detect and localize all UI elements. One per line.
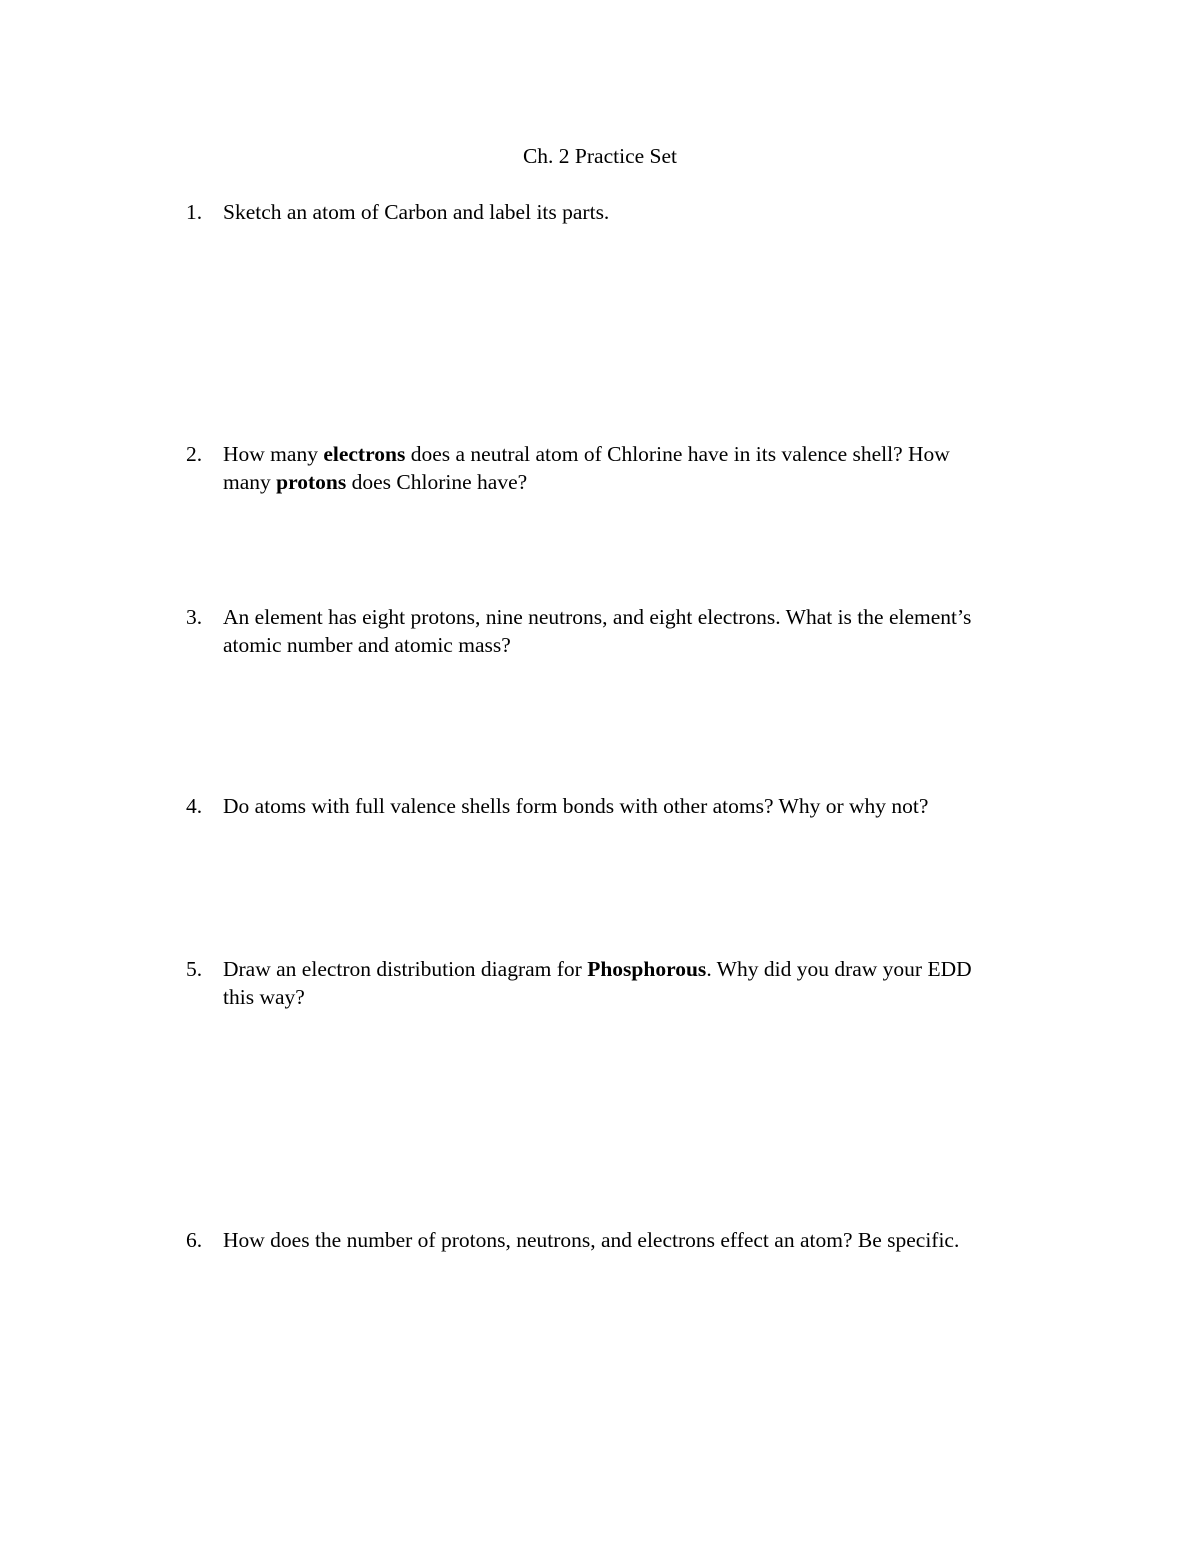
bold-term-phosphorous: Phosphorous (587, 957, 707, 981)
question-number: 4. (186, 794, 203, 818)
text-run: does a neutral atom of Chlorine have in its valence shell? How (405, 442, 950, 466)
question-text (223, 792, 1053, 820)
question-line (223, 468, 1053, 496)
question-line: this way? (223, 985, 305, 1009)
question-number: 6. (186, 1228, 203, 1252)
question-text (223, 603, 1053, 659)
text-run: many (223, 470, 277, 494)
question-number: 2. (186, 442, 203, 466)
question-text (223, 440, 1053, 496)
question-text (223, 955, 1053, 1011)
page-title: Ch. 2 Practice Set (522, 144, 678, 168)
question-3 (186, 603, 1066, 659)
text-run: . Why did you draw your EDD (706, 957, 972, 981)
question-line: atomic number and atomic mass? (223, 633, 511, 657)
question-1 (186, 198, 1066, 226)
question-line: An element has eight protons, nine neutrons, and eight electrons. What is the element’s (223, 605, 972, 629)
text-run: does Chlorine have? (346, 470, 528, 494)
text-run: How many (223, 442, 324, 466)
bold-term-protons: protons (276, 470, 347, 494)
question-line: Sketch an atom of Carbon and label its parts. (223, 200, 610, 224)
question-number: 5. (186, 957, 203, 981)
question-line (223, 955, 1053, 983)
question-5 (186, 955, 1066, 1011)
text-run: Draw an electron distribution diagram for (223, 957, 588, 981)
bold-term-electrons: electrons (323, 442, 406, 466)
question-6 (186, 1226, 1066, 1254)
question-text (223, 1226, 1053, 1254)
question-number: 3. (186, 605, 203, 629)
question-number: 1. (186, 200, 203, 224)
question-text (223, 198, 1053, 226)
question-line: How does the number of protons, neutrons, and electrons effect an atom? Be specific. (223, 1228, 960, 1252)
question-2 (186, 440, 1066, 496)
question-line: Do atoms with full valence shells form bonds with other atoms? Why or why not? (223, 794, 929, 818)
question-4 (186, 792, 1066, 820)
question-line (223, 440, 1053, 468)
